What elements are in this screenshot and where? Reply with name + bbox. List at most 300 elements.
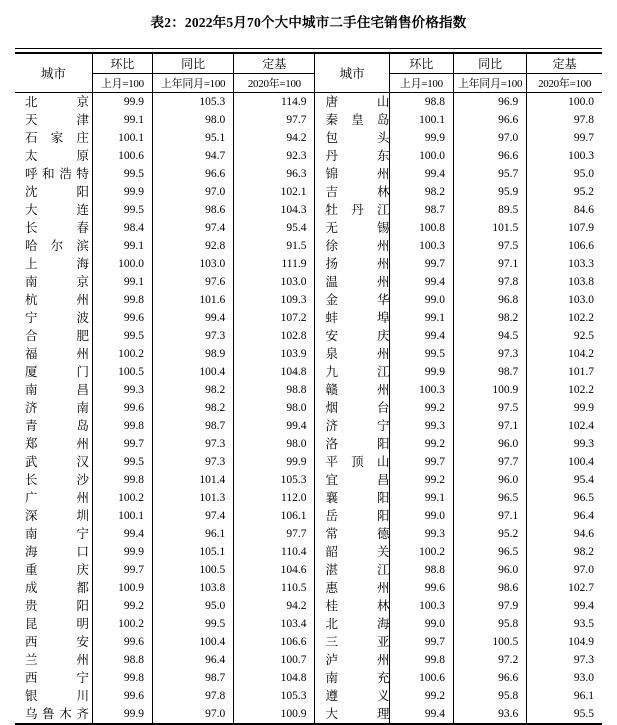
city-cell [15, 327, 92, 345]
header-city-left: 城市 [15, 53, 92, 93]
city-name: 襄阳 [325, 491, 390, 505]
table-row [15, 453, 602, 471]
mom-value: 100.1 [92, 129, 152, 147]
fixed-value: 95.2 [527, 183, 602, 201]
city-cell [315, 399, 389, 417]
mom-value: 99.2 [389, 435, 453, 453]
table-row [15, 363, 602, 381]
header-mom-left: 环比 [92, 53, 152, 74]
city-cell [15, 381, 92, 399]
city-cell [315, 111, 389, 129]
fixed-value: 98.2 [527, 543, 602, 561]
city-cell [315, 633, 389, 651]
yoy-value: 97.1 [453, 255, 526, 273]
yoy-value: 98.7 [152, 669, 233, 687]
yoy-value: 98.7 [152, 417, 233, 435]
city-name: 锦州 [325, 167, 390, 181]
fixed-value: 102.2 [527, 309, 602, 327]
city-cell [315, 237, 389, 255]
yoy-value: 97.5 [453, 237, 526, 255]
mom-value: 99.6 [92, 399, 152, 417]
city-name: 丹东 [325, 149, 390, 163]
city-cell [315, 687, 389, 705]
city-name: 南昌 [25, 383, 89, 397]
city-cell [315, 93, 389, 112]
mom-value: 99.9 [389, 129, 453, 147]
table-row [15, 129, 602, 147]
header-fixed-left: 定基 [234, 53, 315, 74]
city-name: 南宁 [25, 527, 89, 541]
city-name: 天津 [25, 113, 89, 127]
fixed-value: 95.4 [527, 471, 602, 489]
fixed-value: 92.3 [234, 147, 315, 165]
city-name: 宜昌 [325, 473, 390, 487]
city-name: 济南 [25, 401, 89, 415]
yoy-value: 98.6 [152, 201, 233, 219]
mom-value: 100.0 [92, 255, 152, 273]
city-cell [15, 111, 92, 129]
header-fixed-base-left: 2020年=100 [234, 74, 315, 93]
city-name: 兰州 [25, 653, 89, 667]
mom-value: 99.4 [389, 165, 453, 183]
mom-value: 99.6 [389, 579, 453, 597]
fixed-value: 101.7 [527, 363, 602, 381]
city-cell [315, 597, 389, 615]
mom-value: 99.0 [389, 507, 453, 525]
city-cell [15, 489, 92, 507]
fixed-value: 103.0 [527, 291, 602, 309]
city-name: 哈尔滨 [25, 239, 89, 253]
fixed-value: 110.5 [234, 579, 315, 597]
fixed-value: 99.9 [527, 399, 602, 417]
city-cell [15, 417, 92, 435]
mom-value: 99.7 [389, 255, 453, 273]
city-name: 深圳 [25, 509, 89, 523]
city-cell [315, 417, 389, 435]
city-name: 无锡 [325, 221, 390, 235]
table-row [15, 399, 602, 417]
city-cell [15, 147, 92, 165]
header-fixed-base-right: 2020年=100 [527, 74, 602, 93]
mom-value: 99.5 [92, 327, 152, 345]
fixed-value: 99.4 [234, 417, 315, 435]
fixed-value: 104.8 [234, 669, 315, 687]
header-yoy-base-left: 上年同月=100 [152, 74, 233, 93]
table-row [15, 273, 602, 291]
yoy-value: 95.9 [453, 183, 526, 201]
city-name: 南京 [25, 275, 89, 289]
city-cell [315, 165, 389, 183]
yoy-value: 97.6 [152, 273, 233, 291]
table-row [15, 309, 602, 327]
fixed-value: 96.4 [527, 507, 602, 525]
yoy-value: 96.5 [453, 543, 526, 561]
city-cell [315, 471, 389, 489]
mom-value: 99.7 [389, 453, 453, 471]
table-row [15, 417, 602, 435]
fixed-value: 96.1 [527, 687, 602, 705]
fixed-value: 94.2 [234, 597, 315, 615]
mom-value: 100.1 [389, 111, 453, 129]
fixed-value: 109.3 [234, 291, 315, 309]
yoy-value: 96.5 [453, 489, 526, 507]
city-cell [15, 273, 92, 291]
yoy-value: 96.0 [453, 435, 526, 453]
fixed-value: 99.3 [527, 435, 602, 453]
city-name: 西宁 [25, 671, 89, 685]
mom-value: 100.9 [92, 579, 152, 597]
yoy-value: 96.0 [453, 471, 526, 489]
table-row [15, 687, 602, 705]
city-cell [15, 255, 92, 273]
table-row [15, 381, 602, 399]
mom-value: 100.8 [389, 219, 453, 237]
city-name: 岳阳 [325, 509, 390, 523]
mom-value: 100.3 [389, 381, 453, 399]
mom-value: 99.2 [92, 597, 152, 615]
yoy-value: 96.9 [453, 93, 526, 112]
city-name: 厦门 [25, 365, 89, 379]
mom-value: 100.0 [389, 147, 453, 165]
mom-value: 99.9 [389, 363, 453, 381]
fixed-value: 98.0 [234, 399, 315, 417]
fixed-value: 97.8 [527, 111, 602, 129]
yoy-value: 96.6 [453, 147, 526, 165]
fixed-value: 100.7 [234, 651, 315, 669]
fixed-value: 104.9 [527, 633, 602, 651]
city-name: 遵义 [325, 689, 390, 703]
table-row [15, 507, 602, 525]
fixed-value: 104.3 [234, 201, 315, 219]
city-cell [15, 435, 92, 453]
city-name: 长春 [25, 221, 89, 235]
yoy-value: 97.4 [152, 219, 233, 237]
yoy-value: 98.0 [152, 111, 233, 129]
mom-value: 100.2 [92, 615, 152, 633]
fixed-value: 97.7 [234, 111, 315, 129]
fixed-value: 106.6 [527, 237, 602, 255]
city-name: 九江 [325, 365, 390, 379]
city-name: 秦皇岛 [325, 113, 390, 127]
city-cell [315, 273, 389, 291]
fixed-value: 104.2 [527, 345, 602, 363]
yoy-value: 97.2 [453, 651, 526, 669]
yoy-value: 99.5 [152, 615, 233, 633]
city-name: 常德 [325, 527, 390, 541]
mom-value: 100.2 [92, 489, 152, 507]
city-name: 温州 [325, 275, 390, 289]
table-row [15, 561, 602, 579]
city-cell [15, 237, 92, 255]
city-cell [315, 291, 389, 309]
city-cell [15, 363, 92, 381]
fixed-value: 110.4 [234, 543, 315, 561]
city-name: 呼和浩特 [25, 167, 89, 181]
yoy-value: 98.2 [152, 381, 233, 399]
city-name: 牡丹江 [325, 203, 390, 217]
header-mom-base-left: 上月=100 [92, 74, 152, 93]
fixed-value: 104.8 [234, 363, 315, 381]
mom-value: 99.8 [92, 471, 152, 489]
city-cell [315, 129, 389, 147]
mom-value: 99.1 [92, 111, 152, 129]
table-row [15, 255, 602, 273]
city-name: 贵阳 [25, 599, 89, 613]
yoy-value: 95.8 [453, 615, 526, 633]
yoy-value: 98.6 [453, 579, 526, 597]
yoy-value: 98.2 [152, 399, 233, 417]
city-cell [315, 651, 389, 669]
city-cell [315, 489, 389, 507]
city-cell [15, 633, 92, 651]
city-name: 洛阳 [325, 437, 390, 451]
yoy-value: 97.0 [152, 183, 233, 201]
city-name: 宁波 [25, 311, 89, 325]
fixed-value: 102.8 [234, 327, 315, 345]
table-row [15, 579, 602, 597]
city-name: 广州 [25, 491, 89, 505]
city-name: 重庆 [25, 563, 89, 577]
city-cell [15, 615, 92, 633]
city-cell [15, 183, 92, 201]
table-row [15, 435, 602, 453]
city-name: 包头 [325, 131, 390, 145]
mom-value: 99.9 [92, 183, 152, 201]
yoy-value: 92.8 [152, 237, 233, 255]
mom-value: 99.2 [389, 399, 453, 417]
table-row [15, 615, 602, 633]
fixed-value: 97.3 [527, 651, 602, 669]
yoy-value: 97.8 [453, 273, 526, 291]
yoy-value: 96.6 [453, 669, 526, 687]
table-row [15, 291, 602, 309]
city-cell [15, 687, 92, 705]
mom-value: 99.1 [92, 237, 152, 255]
fixed-value: 97.7 [234, 525, 315, 543]
fixed-value: 103.9 [234, 345, 315, 363]
city-name: 南充 [325, 671, 390, 685]
city-cell [315, 507, 389, 525]
yoy-value: 101.4 [152, 471, 233, 489]
yoy-value: 97.0 [453, 129, 526, 147]
city-cell [315, 579, 389, 597]
mom-value: 99.6 [92, 633, 152, 651]
mom-value: 100.3 [389, 597, 453, 615]
header-city-right: 城市 [315, 53, 389, 93]
table-row [15, 525, 602, 543]
city-cell [15, 525, 92, 543]
table-row [15, 147, 602, 165]
city-cell [15, 345, 92, 363]
mom-value: 99.5 [92, 453, 152, 471]
city-cell [315, 543, 389, 561]
mom-value: 100.5 [92, 363, 152, 381]
fixed-value: 93.0 [527, 669, 602, 687]
mom-value: 99.5 [92, 165, 152, 183]
city-name: 安庆 [325, 329, 390, 343]
yoy-value: 96.0 [453, 561, 526, 579]
city-name: 北京 [25, 95, 89, 109]
fixed-value: 111.9 [234, 255, 315, 273]
yoy-value: 96.8 [453, 291, 526, 309]
fixed-value: 99.9 [234, 453, 315, 471]
city-cell [15, 543, 92, 561]
fixed-value: 102.1 [234, 183, 315, 201]
mom-value: 99.9 [92, 93, 152, 112]
table-row [15, 669, 602, 687]
mom-value: 99.5 [92, 201, 152, 219]
mom-value: 99.3 [389, 525, 453, 543]
city-cell [15, 399, 92, 417]
city-cell [315, 363, 389, 381]
city-name: 西安 [25, 635, 89, 649]
city-cell [15, 291, 92, 309]
header-yoy-base-right: 上年同月=100 [453, 74, 526, 93]
mom-value: 98.7 [389, 201, 453, 219]
header-mom-base-right: 上月=100 [389, 74, 453, 93]
city-cell [315, 453, 389, 471]
city-cell [315, 201, 389, 219]
city-cell [15, 507, 92, 525]
yoy-value: 98.2 [453, 309, 526, 327]
city-name: 沈阳 [25, 185, 89, 199]
mom-value: 99.7 [92, 435, 152, 453]
city-name: 乌鲁木齐 [25, 707, 89, 721]
yoy-value: 101.3 [152, 489, 233, 507]
mom-value: 99.8 [389, 651, 453, 669]
mom-value: 99.9 [92, 705, 152, 724]
mom-value: 99.5 [389, 345, 453, 363]
header-yoy-left: 同比 [152, 53, 233, 74]
yoy-value: 97.0 [152, 705, 233, 724]
yoy-value: 97.1 [453, 507, 526, 525]
city-cell [315, 219, 389, 237]
yoy-value: 94.7 [152, 147, 233, 165]
fixed-value: 100.3 [527, 147, 602, 165]
city-name: 银川 [25, 689, 89, 703]
yoy-value: 97.3 [152, 327, 233, 345]
city-cell [315, 327, 389, 345]
yoy-value: 89.5 [453, 201, 526, 219]
mom-value: 99.7 [92, 561, 152, 579]
fixed-value: 92.5 [527, 327, 602, 345]
city-name: 济宁 [325, 419, 390, 433]
mom-value: 98.2 [389, 183, 453, 201]
city-cell [315, 147, 389, 165]
city-name: 福州 [25, 347, 89, 361]
city-name: 海口 [25, 545, 89, 559]
mom-value: 99.8 [92, 291, 152, 309]
mom-value: 98.4 [92, 219, 152, 237]
city-cell [315, 705, 389, 724]
city-name: 吉林 [325, 185, 390, 199]
city-cell [15, 165, 92, 183]
yoy-value: 100.9 [453, 381, 526, 399]
mom-value: 99.4 [389, 327, 453, 345]
table-row [15, 111, 602, 129]
mom-value: 99.4 [389, 273, 453, 291]
mom-value: 99.1 [92, 273, 152, 291]
city-cell [15, 93, 92, 112]
fixed-value: 94.2 [234, 129, 315, 147]
header-yoy-right: 同比 [453, 53, 526, 74]
city-name: 蚌埠 [325, 311, 390, 325]
city-name: 大连 [25, 203, 89, 217]
yoy-value: 96.4 [152, 651, 233, 669]
city-cell [15, 471, 92, 489]
table-row [15, 705, 602, 724]
table-body [15, 93, 602, 725]
table-header [15, 53, 602, 93]
mom-value: 100.3 [389, 237, 453, 255]
city-name: 上海 [25, 257, 89, 271]
table-row [15, 165, 602, 183]
city-name: 徐州 [325, 239, 390, 253]
city-cell [15, 579, 92, 597]
city-cell [15, 597, 92, 615]
header-fixed-right: 定基 [527, 53, 602, 74]
yoy-value: 95.0 [152, 597, 233, 615]
yoy-value: 95.8 [453, 687, 526, 705]
city-cell [315, 345, 389, 363]
fixed-value: 102.2 [527, 381, 602, 399]
city-name: 郑州 [25, 437, 89, 451]
mom-value: 99.6 [92, 309, 152, 327]
fixed-value: 103.3 [527, 255, 602, 273]
mom-value: 98.8 [389, 561, 453, 579]
yoy-value: 97.1 [453, 417, 526, 435]
mom-value: 99.7 [389, 633, 453, 651]
fixed-value: 106.1 [234, 507, 315, 525]
fixed-value: 104.6 [234, 561, 315, 579]
fixed-value: 102.7 [527, 579, 602, 597]
table-row [15, 219, 602, 237]
table-row [15, 651, 602, 669]
city-name: 长沙 [25, 473, 89, 487]
yoy-value: 99.4 [152, 309, 233, 327]
city-cell [15, 651, 92, 669]
mom-value: 100.6 [389, 669, 453, 687]
yoy-value: 101.6 [152, 291, 233, 309]
yoy-value: 105.3 [152, 93, 233, 112]
mom-value: 99.6 [92, 687, 152, 705]
city-name: 惠州 [325, 581, 390, 595]
fixed-value: 96.5 [527, 489, 602, 507]
yoy-value: 101.5 [453, 219, 526, 237]
fixed-value: 114.9 [234, 93, 315, 112]
city-name: 大理 [325, 707, 390, 721]
city-cell [15, 309, 92, 327]
mom-value: 99.8 [92, 417, 152, 435]
price-index-table-wrap [15, 48, 602, 725]
fixed-value: 103.4 [234, 615, 315, 633]
mom-value: 98.8 [92, 651, 152, 669]
fixed-value: 105.3 [234, 687, 315, 705]
fixed-value: 95.0 [527, 165, 602, 183]
city-name: 武汉 [25, 455, 89, 469]
fixed-value: 91.5 [234, 237, 315, 255]
city-name: 青岛 [25, 419, 89, 433]
city-name: 桂林 [325, 599, 390, 613]
yoy-value: 93.6 [453, 705, 526, 724]
fixed-value: 98.8 [234, 381, 315, 399]
yoy-value: 103.0 [152, 255, 233, 273]
city-name: 扬州 [325, 257, 390, 271]
mom-value: 99.0 [389, 615, 453, 633]
city-cell [15, 669, 92, 687]
fixed-value: 95.4 [234, 219, 315, 237]
fixed-value: 107.9 [527, 219, 602, 237]
